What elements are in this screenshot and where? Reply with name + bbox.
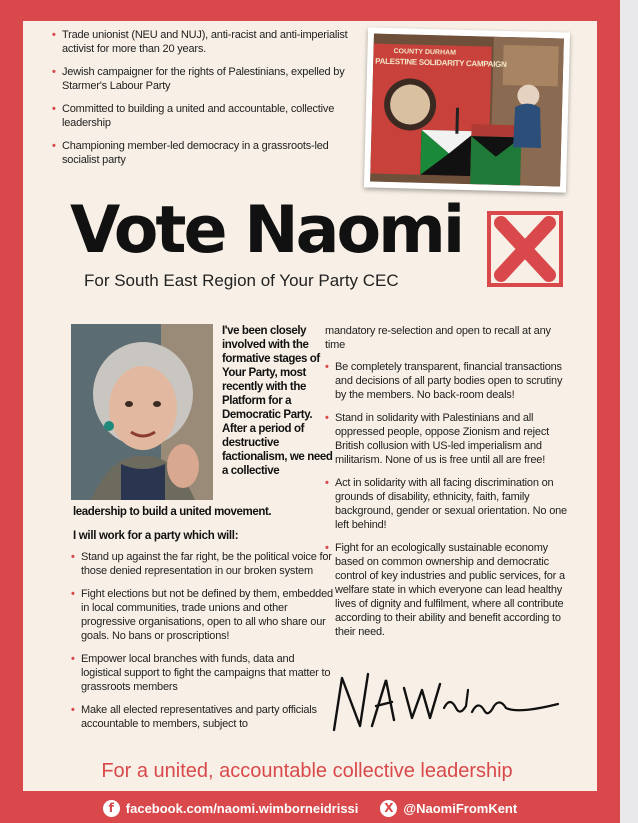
pledges-heading: I will work for a party which will: [73, 530, 239, 542]
x-handle: @NaomiFromKent [403, 800, 518, 816]
candidate-portrait [71, 324, 213, 500]
subtitle: For South East Region of Your Party CEC [84, 271, 399, 290]
list-item: • Stand in solidarity with Palestinians and all oppressed people, oppose Zionism and reject British collusion with US-led imperialism and militarism. None of us is free until all are free! [325, 411, 570, 467]
facebook-icon: f [103, 800, 120, 817]
footer-social [0, 793, 620, 823]
list-item: • Stand up against the far right, be the political voice for those denied representation in our broken system [71, 550, 336, 578]
page-title: Vote Naomi [70, 193, 463, 268]
intro-statement: I've been closely involved with the formative stages of Your Party, most recently with the Platform for a Democratic Party. After a period of destructive factionalism, we need a collective [222, 325, 333, 477]
x-icon: X [380, 800, 397, 817]
banner-text-line1: COUNTY DURHAM [393, 48, 457, 57]
x-link[interactable] [380, 800, 517, 817]
pledges-list-right [325, 360, 570, 648]
list-item: • Jewish campaigner for the rights of Palestinians, expelled by Starmer's Labour Party [52, 65, 352, 93]
list-item: • Trade unionist (NEU and NUJ), anti-racist and anti-imperialist activist for more than 20 years. [52, 28, 352, 56]
top-bullet-list [52, 28, 352, 176]
list-item: • Championing member-led democracy in a grassroots-led socialist party [52, 139, 352, 167]
facebook-link[interactable] [103, 800, 359, 817]
pledge-continuation: mandatory re-selection and open to recall at any time [325, 325, 551, 351]
page-margin [620, 0, 638, 823]
slogan: For a united, accountable collective leadership [101, 760, 513, 782]
signature [328, 660, 568, 740]
list-item: • Fight elections but not be defined by them, embedded in local communities, trade unions and other progressive organisations, open to all who share our goals. No bans or proscriptions! [71, 587, 336, 643]
list-item: • Act in solidarity with all facing discrimination on grounds of disability, ethnicity, faith, family background, gender or sexual orientation. No one left behind! [325, 476, 570, 532]
ballot-cross-icon [487, 211, 563, 287]
intro-statement-end: leadership to build a united movement. [73, 506, 272, 518]
list-item: • Committed to building a united and accountable, collective leadership [52, 102, 352, 130]
campaign-photo [364, 27, 570, 192]
list-item: • Fight for an ecologically sustainable economy based on common ownership and democratic control of key industries and public services, for a welfare state in which everyone can lead healthy lives of dignity and fulfilment, where all contribute according to their ability and benefit according to their need. [325, 541, 570, 639]
banner-text-line2: PALESTINE SOLIDARITY CAMPAIGN [375, 56, 507, 70]
list-item: • Make all elected representatives and party officials accountable to members, subject to [71, 703, 336, 731]
list-item: • Empower local branches with funds, data and logistical support to fight the campaigns that matter to grassroots members [71, 652, 336, 694]
facebook-url: facebook.com/naomi.wimborneidrissi [125, 800, 359, 816]
list-item: • Be completely transparent, financial transactions and decisions of all party bodies open to scrutiny by the members. No back-room deals! [325, 360, 570, 402]
pledges-list-left [71, 550, 336, 740]
